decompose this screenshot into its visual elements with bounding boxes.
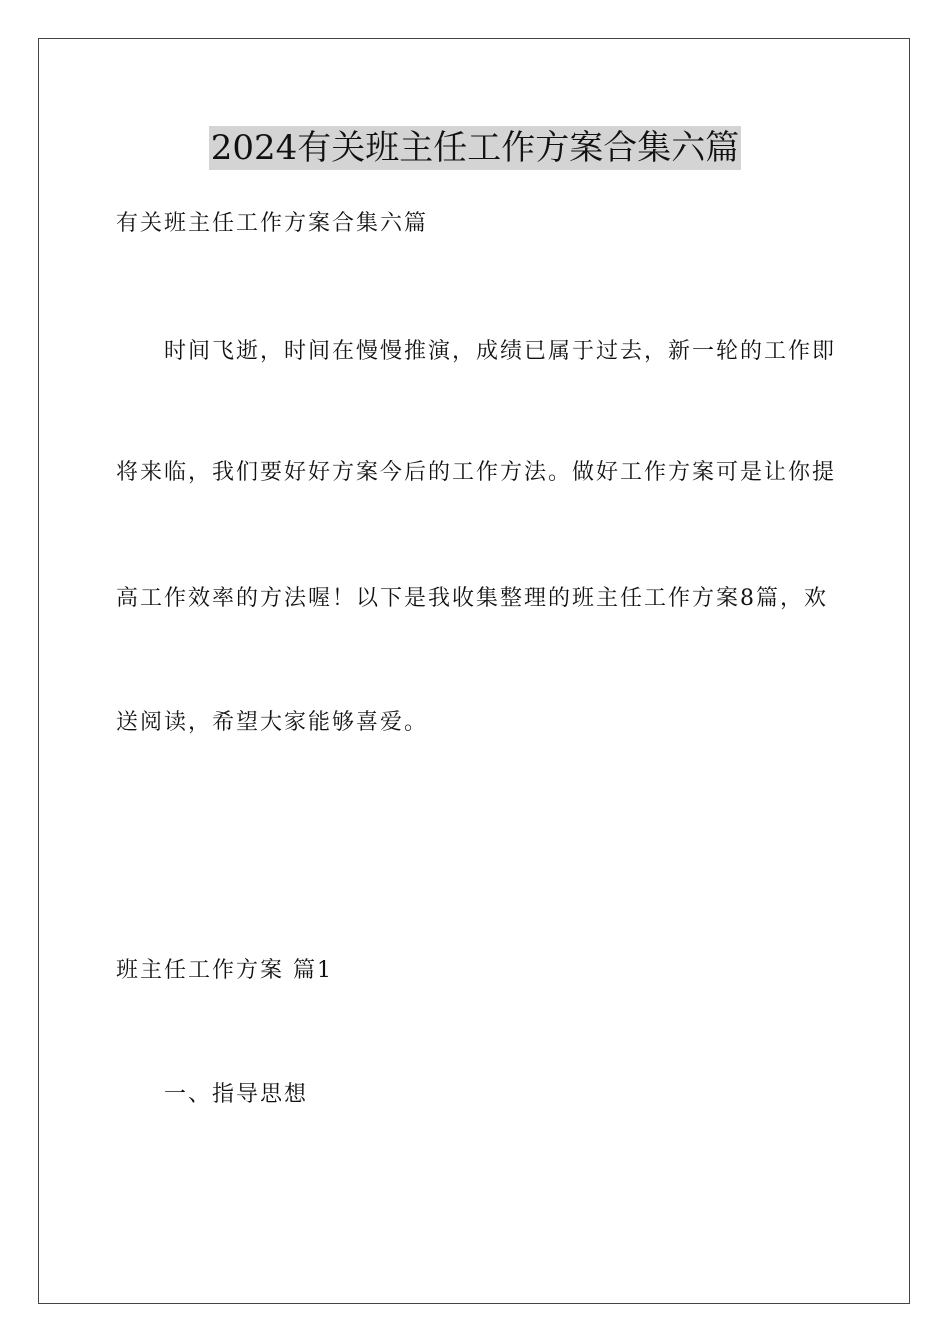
- intro-line-4: 送阅读，希望大家能够喜爱。: [116, 710, 429, 735]
- subsection-heading: 一、指导思想: [164, 1082, 309, 1107]
- intro-line-2: 将来临，我们要好好方案今后的工作方法。做好工作方案可是让你提: [116, 460, 837, 485]
- document-title: 2024有关班主任工作方案合集六篇: [210, 128, 740, 168]
- intro-line-3: 高工作效率的方法喔！以下是我收集整理的班主任工作方案8篇，欢: [116, 586, 828, 611]
- section-heading: 班主任工作方案 篇1: [116, 958, 333, 983]
- document-subtitle: 有关班主任工作方案合集六篇: [116, 211, 429, 236]
- intro-line-1: 时间飞逝，时间在慢慢推演，成绩已属于过去，新一轮的工作即: [164, 339, 837, 364]
- title-container: [0, 126, 950, 170]
